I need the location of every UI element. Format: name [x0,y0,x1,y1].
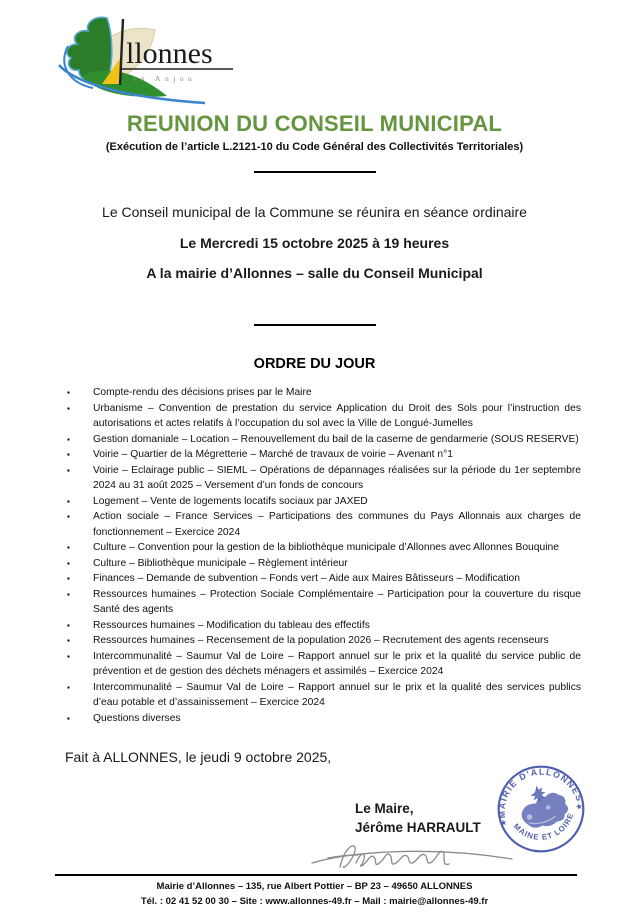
bullet-icon: ▪ [67,465,70,475]
separator-line-top [254,171,376,173]
logo-tagline: en Anjou [133,74,197,83]
footer-address: Mairie d’Allonnes – 135, rue Albert Pottier – BP 23 – 49650 ALLONNES [156,881,473,892]
town-logo [53,13,265,115]
agenda-item [55,509,581,540]
signatory-title: Le Maire, [355,801,414,816]
page-subtitle: (Exécution de l’article L.2121-10 du Code Général des Collectivités Territoriales) [105,141,524,153]
agenda-item [55,680,581,711]
bullet-icon: ▪ [67,651,70,661]
footer-divider [55,874,577,876]
agenda-item-text: Voirie – Quartier de la Mégretterie – Marché de travaux de voirie – Avenant n°1 [93,449,453,460]
agenda-item-text: Finances – Demande de subvention – Fonds vert – Aide aux Maires Bâtisseurs – Modification [93,573,520,584]
star-icon: ★ [498,817,509,829]
agenda-list [55,385,581,726]
bullet-icon: ▪ [67,450,70,459]
agenda-item-text: Intercommunalité – Saumur Val de Loire – Rapport annuel sur le prix et la qualité des services publics d’eau potable et d’assainissement – Exercice 2024 [93,681,581,708]
agenda-item-text: Ressources humaines – Modification du tableau des effectifs [93,619,370,631]
agenda-item-text: Questions diverses [93,712,181,724]
agenda-item-text: Ressources humaines – Protection Sociale Complémentaire – Participation pour la couverture du risque Santé des agents [93,588,581,615]
bullet-icon: ▪ [67,496,70,506]
document-body [0,111,629,766]
bullet-icon: ▪ [67,543,70,552]
seal-bottom-text: MAINE ET LOIRE [511,811,576,842]
agenda-item [55,463,581,494]
agenda-item [55,618,581,634]
agenda-item [55,447,581,463]
bullet-icon: ▪ [67,558,70,568]
separator-line-middle [254,324,376,326]
bullet-icon: ▪ [67,403,70,413]
bullet-icon: ▪ [67,434,70,444]
bullet-icon: ▪ [67,636,70,645]
agenda-item [55,633,581,649]
bullet-icon: ▪ [67,589,70,599]
agenda-item [55,711,581,727]
agenda-item [55,385,581,401]
agenda-item-text: Culture – Convention pour la gestion de la bibliothèque municipale d’Allonnes avec Allonnes Bouquine [93,542,559,553]
bullet-icon: ▪ [67,574,70,583]
town-logo-graphic [53,13,265,115]
agenda-item-text: Ressources humaines – Recensement de la population 2026 – Recrutement des agents recenseurs [93,635,549,646]
agenda-item-text: Action sociale – France Services – Participations des communes du Pays Allonnais aux charges de fonctionnement – Exercice 2024 [93,511,581,538]
bullet-icon: ▪ [67,682,70,692]
signatory-name: Jérôme HARRAULT [355,820,481,835]
bullet-icon: ▪ [67,620,70,630]
closing-place-date: Fait à ALLONNES, le jeudi 9 octobre 2025, [65,749,332,765]
agenda-item [55,587,581,618]
agenda-item [55,571,581,587]
agenda-item-text: Culture – Bibliothèque municipale – Règlement intérieur [93,557,348,569]
signature-block [355,799,481,837]
agenda-item-text: Compte-rendu des décisions prises par le Maire [93,387,312,398]
official-seal-stamp [486,754,595,863]
logo-wordmark: llonnes [126,37,213,70]
agenda-heading: ORDRE DU JOUR [253,356,376,372]
agenda-item-text: Gestion domaniale – Location – Renouvellement du bail de la caserne de gendarmerie (SOUS RESERVE) [93,433,579,445]
bullet-icon: ▪ [67,512,70,521]
agenda-item [55,401,581,432]
agenda-item-text: Voirie – Eclairage public – SIEML – Opérations de dépannages réalisées sur la période du 1er septembre 2024 au 31 août 2025 – Versement d’un fonds de concours [93,464,581,491]
page-title: REUNION DU CONSEIL MUNICIPAL [126,111,503,136]
bullet-icon: ▪ [67,713,70,723]
agenda-item [55,432,581,448]
footer-contact: Tél. : 02 41 52 00 30 – Site : www.allonnes-49.fr – Mail : mairie@allonnes-49.fr [140,896,489,907]
star-icon: ★ [574,801,584,812]
agenda-item [55,494,581,510]
footer [0,879,629,909]
agenda-item [55,649,581,680]
agenda-item [55,556,581,572]
agenda-item-text: Logement – Vente de logements locatifs sociaux par JAXED [93,495,368,507]
meeting-datetime: Le Mercredi 15 octobre 2025 à 19 heures [179,235,450,251]
bullet-icon: ▪ [67,388,70,397]
agenda-item [55,540,581,556]
handwritten-signature [308,836,518,878]
meeting-place: A la mairie d’Allonnes – salle du Conseil Municipal [146,265,483,281]
intro-line: Le Conseil municipal de la Commune se réunira en séance ordinaire [102,204,527,220]
seal-top-text: MAIRIE D'ALLONNES [496,766,586,819]
agenda-item-text: Urbanisme – Convention de prestation du service Application du Droit des Sols pour l’instruction des autorisations et actes relatifs à l’occupation du sol avec la Ville de Longué-Jumelles [93,402,581,429]
agenda-item-text: Intercommunalité – Saumur Val de Loire – Rapport annuel sur le prix et la qualité du service public de prévention et de gestion des déchets ménagers et assimilés – Exercice 2024 [93,650,581,677]
